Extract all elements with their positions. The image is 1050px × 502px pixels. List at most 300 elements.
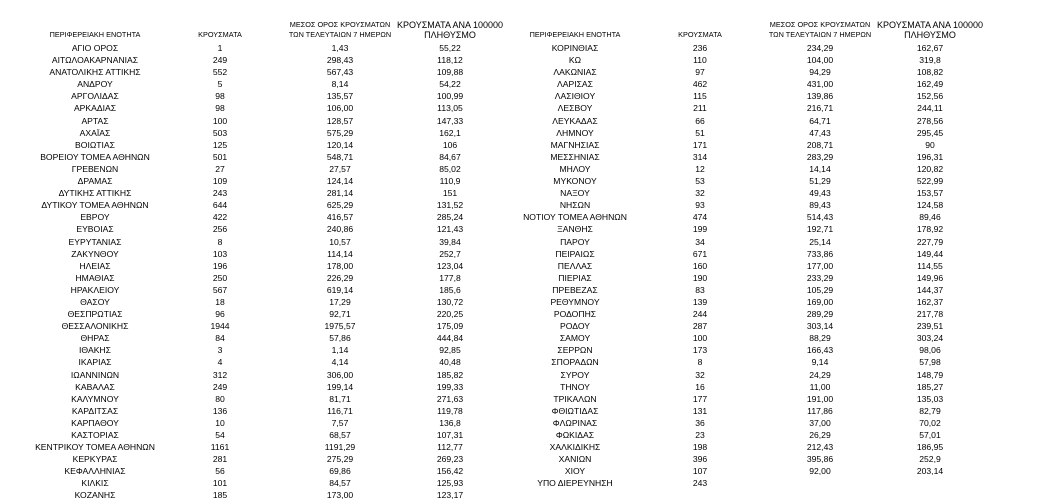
region-cell: ΜΑΓΝΗΣΙΑΣ <box>550 139 600 150</box>
per-100k-cell: 85,02 <box>439 163 461 174</box>
per-100k-cell: 131,52 <box>436 200 464 211</box>
region-cell: ΑΓΙΟ ΟΡΟΣ <box>71 43 119 53</box>
avg-7-days-cell: 303,14 <box>806 321 834 332</box>
avg-7-days-cell: 10,57 <box>329 236 351 247</box>
per-100k-cell: 178,92 <box>916 224 944 235</box>
header-avg-line2: ΤΩΝ ΤΕΛΕΥΤΑΙΩΝ 7 ΗΜΕΡΩΝ <box>768 30 872 39</box>
per-100k-cell: 92,85 <box>439 345 461 356</box>
region-cell: ΚΕΦΑΛΛΗΝΙΑΣ <box>64 466 126 477</box>
region-cell: ΦΘΙΩΤΙΔΑΣ <box>551 405 599 416</box>
cases-cell: 84 <box>215 333 225 344</box>
cases-cell: 211 <box>693 103 707 114</box>
per-100k-cell: 70,02 <box>919 417 941 428</box>
region-cell: ΘΕΣΣΑΛΟΝΙΚΗΣ <box>61 321 129 332</box>
cases-cell: 56 <box>215 466 225 477</box>
cases-cell: 32 <box>695 188 705 199</box>
cases-cell: 98 <box>215 103 225 114</box>
per-100k-cell: 120,82 <box>916 163 944 174</box>
region-cell: ΚΑΡΔΙΤΣΑΣ <box>71 405 119 416</box>
cases-cell: 66 <box>695 115 705 126</box>
per-100k-cell: 271,63 <box>436 393 464 404</box>
region-cell: ΛΑΚΩΝΙΑΣ <box>553 67 597 78</box>
avg-7-days-cell: 94,29 <box>809 67 831 78</box>
avg-7-days-cell: 166,43 <box>806 345 834 356</box>
cases-cell: 567 <box>212 284 228 295</box>
cases-cell: 671 <box>692 248 708 259</box>
avg-7-days-cell: 84,57 <box>329 478 351 489</box>
region-cell: ΓΡΕΒΕΝΩΝ <box>71 163 119 174</box>
avg-7-days-cell: 416,57 <box>326 212 354 223</box>
avg-7-days-cell: 619,14 <box>326 284 354 295</box>
avg-7-days-cell: 306,00 <box>326 369 354 380</box>
avg-7-days-cell: 240,86 <box>326 224 354 235</box>
avg-7-days-cell: 105,29 <box>806 284 834 295</box>
per-100k-cell: 175,09 <box>436 321 464 332</box>
cases-cell: 32 <box>695 369 705 380</box>
cases-cell: 177 <box>692 393 708 404</box>
region-cell: ΛΑΡΙΣΑΣ <box>557 79 593 90</box>
per-100k-cell: 196,31 <box>916 151 944 162</box>
cases-cell: 101 <box>212 478 228 489</box>
cases-cell: 644 <box>212 200 228 211</box>
region-cell: ΡΕΘΥΜΝΟΥ <box>550 296 600 307</box>
per-100k-cell: 106 <box>442 139 458 150</box>
per-100k-cell: 124,58 <box>916 200 944 211</box>
per-100k-cell: 144,37 <box>916 284 944 295</box>
per-100k-cell: 278,56 <box>916 115 944 126</box>
avg-7-days-cell: 25,14 <box>809 236 831 247</box>
cases-cell: 160 <box>692 260 708 271</box>
region-cell: ΠΕΛΛΑΣ <box>557 260 593 271</box>
cases-cell: 27 <box>215 163 225 174</box>
per-100k-cell: 125,93 <box>436 478 464 489</box>
cases-cell: 185 <box>212 490 228 501</box>
per-100k-cell: 112,77 <box>437 442 463 453</box>
region-cell: ΜΕΣΣΗΝΙΑΣ <box>550 151 600 162</box>
region-cell: ΤΡΙΚΑΛΩΝ <box>553 393 597 404</box>
cases-cell: 244 <box>692 309 708 320</box>
region-cell: ΒΟΙΩΤΙΑΣ <box>75 139 115 150</box>
per-100k-cell: 162,67 <box>916 43 944 53</box>
cases-cell: 131 <box>692 405 708 416</box>
per-100k-cell: 220,25 <box>436 309 464 320</box>
region-cell: ΚΕΝΤΡΙΚΟΥ ΤΟΜΕΑ ΑΘΗΝΩΝ <box>35 442 155 453</box>
per-100k-cell: 121,43 <box>436 224 464 235</box>
per-100k-cell: 319,8 <box>919 55 941 66</box>
region-cell: ΗΛΕΙΑΣ <box>79 260 111 271</box>
cases-cell: 312 <box>212 369 228 380</box>
cases-cell: 190 <box>692 272 708 283</box>
header-region: ΠΕΡΙΦΕΡΕΙΑΚΗ ΕΝΟΤΗΤΑ <box>529 30 621 39</box>
region-cell: ΣΑΜΟΥ <box>559 333 591 344</box>
region-cell: ΘΕΣΠΡΩΤΙΑΣ <box>67 309 123 320</box>
per-100k-cell: 149,44 <box>916 248 944 259</box>
cases-cell: 256 <box>212 224 228 235</box>
per-100k-cell: 186,95 <box>916 442 944 453</box>
cases-cell: 100 <box>212 115 228 126</box>
avg-7-days-cell: 135,57 <box>326 91 354 102</box>
cases-cell: 109 <box>212 176 228 187</box>
region-cell: ΚΙΛΚΙΣ <box>81 478 109 489</box>
avg-7-days-cell: 733,86 <box>806 248 834 259</box>
header-cases: ΚΡΟΥΣΜΑΤΑ <box>678 30 722 39</box>
cases-cell: 54 <box>215 430 225 440</box>
avg-7-days-cell: 226,29 <box>326 272 354 283</box>
per-100k-cell: 153,57 <box>916 188 944 199</box>
per-100k-cell: 522,99 <box>916 176 944 187</box>
avg-7-days-cell: 178,00 <box>326 260 354 271</box>
region-cell: ΣΕΡΡΩΝ <box>557 345 593 356</box>
avg-7-days-cell: 88,29 <box>809 333 831 344</box>
avg-7-days-cell: 104,00 <box>806 55 834 66</box>
avg-7-days-cell: 192,71 <box>806 224 834 235</box>
cases-cell: 199 <box>692 224 708 235</box>
region-cell: ΠΑΡΟΥ <box>560 236 590 247</box>
cases-cell: 103 <box>212 248 228 259</box>
header-region: ΠΕΡΙΦΕΡΕΙΑΚΗ ΕΝΟΤΗΤΑ <box>49 30 141 39</box>
cases-cell: 83 <box>695 284 705 295</box>
avg-7-days-cell: 116,71 <box>327 405 353 416</box>
cases-cell: 139 <box>692 296 708 307</box>
cases-cell: 93 <box>695 200 705 211</box>
region-cell: ΑΡΚΑΔΙΑΣ <box>73 103 117 114</box>
region-cell: ΛΕΥΚΑΔΑΣ <box>552 115 598 126</box>
cases-cell: 250 <box>212 272 228 283</box>
region-cell: ΥΠΟ ΔΙΕΡΕΥΝΗΣΗ <box>537 478 613 489</box>
per-100k-cell: 203,14 <box>916 466 944 477</box>
cases-cell: 287 <box>692 321 708 332</box>
region-cell: ΗΡΑΚΛΕΙΟΥ <box>70 284 120 295</box>
per-100k-cell: 148,79 <box>916 369 944 380</box>
region-cell: ΗΜΑΘΙΑΣ <box>75 272 115 283</box>
region-cell: ΧΙΟΥ <box>564 466 586 477</box>
region-cell: ΑΙΤΩΛΟΑΚΑΡΝΑΝΙΑΣ <box>51 55 139 66</box>
per-100k-cell: 185,6 <box>439 284 461 295</box>
region-cell: ΠΙΕΡΙΑΣ <box>558 272 592 283</box>
per-100k-cell: 244,11 <box>917 103 943 114</box>
per-100k-cell: 147,33 <box>436 115 464 126</box>
per-100k-cell: 109,88 <box>436 67 464 78</box>
per-100k-cell: 108,82 <box>916 67 944 78</box>
region-cell: ΑΝΑΤΟΛΙΚΗΣ ΑΤΤΙΚΗΣ <box>49 67 141 78</box>
avg-7-days-cell: 57,86 <box>329 333 351 344</box>
region-cell: ΝΑΞΟΥ <box>560 188 590 199</box>
avg-7-days-cell: 68,57 <box>329 430 351 440</box>
avg-7-days-cell: 17,29 <box>329 296 351 307</box>
region-cell: ΑΡΓΟΛΙΔΑΣ <box>71 91 119 102</box>
per-100k-cell: 114,55 <box>917 260 943 271</box>
cases-cell: 80 <box>215 393 225 404</box>
avg-7-days-cell: 124,14 <box>326 176 354 187</box>
per-100k-cell: 123,04 <box>436 260 464 271</box>
header-per100k-line2: ΠΛΗΘΥΣΜΟ <box>424 30 476 40</box>
cases-cell: 5 <box>217 79 223 90</box>
per-100k-cell: 113,05 <box>437 103 463 114</box>
cases-cell: 501 <box>212 151 228 162</box>
cases-cell: 552 <box>212 67 228 78</box>
per-100k-cell: 98,06 <box>919 345 941 356</box>
cases-cell: 125 <box>212 139 228 150</box>
region-cell: ΡΟΔΟΠΗΣ <box>553 309 597 320</box>
avg-7-days-cell: 106,00 <box>326 103 354 114</box>
region-cell: ΚΑΛΥΜΝΟΥ <box>71 393 119 404</box>
per-100k-cell: 156,42 <box>436 466 464 477</box>
cases-cell: 10 <box>215 417 225 428</box>
per-100k-cell: 136,8 <box>439 417 461 428</box>
per-100k-cell: 55,22 <box>439 43 461 53</box>
per-100k-cell: 100,99 <box>436 91 464 102</box>
avg-7-days-cell: 9,14 <box>811 357 829 368</box>
cases-cell: 8 <box>697 357 703 368</box>
avg-7-days-cell: 216,71 <box>806 103 834 114</box>
region-cell: ΒΟΡΕΙΟΥ ΤΟΜΕΑ ΑΘΗΝΩΝ <box>40 151 150 162</box>
region-cell: ΕΒΡΟΥ <box>80 212 110 223</box>
header-avg-line1: ΜΕΣΟΣ ΟΡΟΣ ΚΡΟΥΣΜΑΤΩΝ <box>289 20 391 29</box>
avg-7-days-cell: 81,71 <box>329 393 351 404</box>
header-per-100k <box>395 20 505 40</box>
avg-7-days-cell: 173,00 <box>326 490 354 501</box>
avg-7-days-cell: 281,14 <box>326 188 354 199</box>
avg-7-days-cell: 575,29 <box>326 127 354 138</box>
cases-cell: 1944 <box>210 321 230 332</box>
per-100k-cell: 57,01 <box>919 430 941 440</box>
region-cell: ΚΟΖΑΝΗΣ <box>74 490 116 501</box>
avg-7-days-cell: 169,00 <box>806 296 834 307</box>
region-cell: ΧΑΝΙΩΝ <box>558 454 592 465</box>
cases-cell: 100 <box>692 333 708 344</box>
avg-7-days-cell: 191,00 <box>806 393 834 404</box>
per-100k-cell: 177,8 <box>439 272 461 283</box>
avg-7-days-cell: 1191,29 <box>324 442 356 453</box>
region-cell: ΙΘΑΚΗΣ <box>79 345 111 356</box>
per-100k-cell: 185,82 <box>436 369 464 380</box>
avg-7-days-cell: 51,29 <box>809 176 831 187</box>
per-100k-cell: 89,46 <box>919 212 941 223</box>
avg-7-days-cell: 1975,57 <box>324 321 356 332</box>
avg-7-days-cell: 27,57 <box>329 163 351 174</box>
avg-7-days-cell: 234,29 <box>806 43 834 53</box>
cases-cell: 4 <box>217 357 223 368</box>
region-cell: ΦΛΩΡΙΝΑΣ <box>552 417 598 428</box>
cases-cell: 12 <box>695 163 705 174</box>
avg-7-days-cell: 89,43 <box>809 200 831 211</box>
avg-7-days-cell: 117,86 <box>807 405 833 416</box>
cases-cell: 249 <box>212 55 228 66</box>
per-100k-cell: 269,23 <box>436 454 464 465</box>
avg-7-days-cell: 139,86 <box>806 91 834 102</box>
per-100k-cell: 295,45 <box>916 127 944 138</box>
region-cell: ΛΑΣΙΘΙΟΥ <box>554 91 596 102</box>
cases-cell: 96 <box>215 309 225 320</box>
cases-cell: 98 <box>215 91 225 102</box>
region-cell: ΖΑΚΥΝΘΟΥ <box>71 248 119 259</box>
region-cell: ΣΥΡΟΥ <box>560 369 590 380</box>
avg-7-days-cell: 92,71 <box>329 309 351 320</box>
cases-cell: 249 <box>212 381 228 392</box>
region-cell: ΜΥΚΟΝΟΥ <box>553 176 597 187</box>
avg-7-days-cell: 8,14 <box>331 79 349 90</box>
region-cell: ΔΥΤΙΚΟΥ ΤΟΜΕΑ ΑΘΗΝΩΝ <box>41 200 149 211</box>
region-cell: ΠΡΕΒΕΖΑΣ <box>552 284 598 295</box>
avg-7-days-cell: 114,14 <box>327 248 353 259</box>
per-100k-cell: 54,22 <box>439 79 461 90</box>
avg-7-days-cell: 120,14 <box>326 139 354 150</box>
avg-7-days-cell: 11,00 <box>809 381 831 392</box>
region-cell: ΑΧΑΪΑΣ <box>79 127 111 138</box>
cases-cell: 136 <box>212 405 228 416</box>
region-cell: ΝΗΣΩΝ <box>559 200 591 211</box>
per-100k-cell: 82,79 <box>919 405 941 416</box>
cases-cell: 171 <box>692 139 708 150</box>
region-cell: ΦΩΚΙΔΑΣ <box>555 430 595 440</box>
header-per100k-line2: ΠΛΗΘΥΣΜΟ <box>904 30 956 40</box>
per-100k-cell: 135,03 <box>916 393 944 404</box>
cases-cell: 173 <box>692 345 708 356</box>
header-per100k-line1: ΚΡΟΥΣΜΑΤΑ ΑΝΑ 100000 <box>397 20 503 30</box>
cases-cell: 97 <box>695 67 705 78</box>
cases-cell: 16 <box>695 381 705 392</box>
cases-cell: 110 <box>693 55 707 66</box>
header-avg-7-days <box>750 20 890 40</box>
avg-7-days-cell: 128,57 <box>326 115 354 126</box>
per-100k-cell: 152,56 <box>916 91 944 102</box>
avg-7-days-cell: 14,14 <box>809 163 831 174</box>
header-per-100k <box>875 20 985 40</box>
avg-7-days-cell: 64,71 <box>809 115 831 126</box>
per-100k-cell: 185,27 <box>916 381 944 392</box>
per-100k-cell: 239,51 <box>916 321 944 332</box>
region-cell: ΝΟΤΙΟΥ ΤΟΜΕΑ ΑΘΗΝΩΝ <box>523 212 627 223</box>
region-cell: ΙΩΑΝΝΙΝΩΝ <box>70 369 120 380</box>
cases-cell: 236 <box>692 43 708 53</box>
cases-cell: 281 <box>212 454 228 465</box>
region-cell: ΤΗΝΟΥ <box>560 381 590 392</box>
cases-cell: 196 <box>212 260 228 271</box>
region-cell: ΜΗΛΟΥ <box>559 163 591 174</box>
avg-7-days-cell: 69,86 <box>329 466 351 477</box>
cases-cell: 198 <box>692 442 708 453</box>
avg-7-days-cell: 37,00 <box>809 417 831 428</box>
avg-7-days-cell: 199,14 <box>326 381 354 392</box>
per-100k-cell: 151 <box>442 188 458 199</box>
header-avg-7-days <box>270 20 410 40</box>
cases-cell: 396 <box>692 454 708 465</box>
per-100k-cell: 162,49 <box>916 79 944 90</box>
avg-7-days-cell: 1,14 <box>331 345 349 356</box>
avg-7-days-cell: 212,43 <box>806 442 834 453</box>
avg-7-days-cell: 1,43 <box>331 43 349 53</box>
cases-cell: 18 <box>215 296 225 307</box>
avg-7-days-cell: 395,86 <box>806 454 834 465</box>
per-100k-cell: 444,84 <box>436 333 464 344</box>
cases-cell: 34 <box>695 236 705 247</box>
per-100k-cell: 90 <box>925 139 935 150</box>
region-cell: ΑΝΔΡΟΥ <box>77 79 113 90</box>
per-100k-cell: 285,24 <box>436 212 464 223</box>
cases-cell: 23 <box>695 430 705 440</box>
region-cell: ΧΑΛΚΙΔΙΚΗΣ <box>549 442 601 453</box>
per-100k-cell: 199,33 <box>436 381 464 392</box>
cases-cell: 36 <box>695 417 705 428</box>
region-cell: ΙΚΑΡΙΑΣ <box>78 357 112 368</box>
per-100k-cell: 149,96 <box>916 272 944 283</box>
cases-cell: 503 <box>212 127 228 138</box>
region-cell: ΚΑΡΠΑΘΟΥ <box>71 417 119 428</box>
cases-cell: 53 <box>695 176 705 187</box>
per-100k-cell: 110,9 <box>439 176 461 187</box>
region-cell: ΚΩ <box>568 55 582 66</box>
per-100k-cell: 217,78 <box>916 309 944 320</box>
cases-cell: 1161 <box>210 442 230 453</box>
cases-cell: 3 <box>217 345 223 356</box>
per-100k-cell: 303,24 <box>916 333 944 344</box>
avg-7-days-cell: 208,71 <box>806 139 834 150</box>
per-100k-cell: 84,67 <box>439 151 461 162</box>
per-100k-cell: 252,7 <box>439 248 461 259</box>
cases-cell: 243 <box>212 188 228 199</box>
per-100k-cell: 39,84 <box>439 236 461 247</box>
region-cell: ΘΑΣΟΥ <box>80 296 110 307</box>
avg-7-days-cell: 514,43 <box>806 212 834 223</box>
per-100k-cell: 119,78 <box>437 405 463 416</box>
avg-7-days-cell: 289,29 <box>806 309 834 320</box>
header-avg-line2: ΤΩΝ ΤΕΛΕΥΤΑΙΩΝ 7 ΗΜΕΡΩΝ <box>288 30 392 39</box>
avg-7-days-cell: 625,29 <box>326 200 354 211</box>
region-cell: ΚΑΒΑΛΑΣ <box>75 381 115 392</box>
region-cell: ΔΥΤΙΚΗΣ ΑΤΤΙΚΗΣ <box>58 188 132 199</box>
avg-7-days-cell: 275,29 <box>326 454 354 465</box>
cases-cell: 1 <box>217 43 223 53</box>
per-100k-cell: 123,17 <box>436 490 464 501</box>
region-cell: ΑΡΤΑΣ <box>81 115 109 126</box>
region-cell: ΠΕΙΡΑΙΩΣ <box>555 248 595 259</box>
region-cell: ΛΕΣΒΟΥ <box>557 103 593 114</box>
cases-cell: 51 <box>695 127 705 138</box>
per-100k-cell: 227,79 <box>916 236 944 247</box>
per-100k-cell: 118,12 <box>437 55 463 66</box>
cases-cell: 474 <box>692 212 708 223</box>
per-100k-cell: 162,1 <box>439 127 461 138</box>
region-cell: ΡΟΔΟΥ <box>560 321 590 332</box>
cases-cell: 8 <box>217 236 223 247</box>
cases-cell: 115 <box>693 91 707 102</box>
avg-7-days-cell: 283,29 <box>806 151 834 162</box>
per-100k-cell: 252,9 <box>919 454 941 465</box>
cases-cell: 243 <box>692 478 708 489</box>
header-cases: ΚΡΟΥΣΜΑΤΑ <box>198 30 242 39</box>
avg-7-days-cell: 298,43 <box>326 55 354 66</box>
avg-7-days-cell: 567,43 <box>326 67 354 78</box>
per-100k-cell: 130,72 <box>436 296 464 307</box>
header-avg-line1: ΜΕΣΟΣ ΟΡΟΣ ΚΡΟΥΣΜΑΤΩΝ <box>769 20 871 29</box>
avg-7-days-cell: 7,57 <box>331 417 349 428</box>
avg-7-days-cell: 177,00 <box>806 260 834 271</box>
avg-7-days-cell: 49,43 <box>809 188 831 199</box>
region-cell: ΚΕΡΚΥΡΑΣ <box>72 454 118 465</box>
region-cell: ΣΠΟΡΑΔΩΝ <box>551 357 599 368</box>
region-cell: ΔΡΑΜΑΣ <box>77 176 113 187</box>
region-cell: ΘΗΡΑΣ <box>80 333 110 344</box>
region-cell: ΕΥΡΥΤΑΝΙΑΣ <box>68 236 122 247</box>
avg-7-days-cell: 431,00 <box>806 79 834 90</box>
per-100k-cell: 107,31 <box>436 430 464 440</box>
region-cell: ΕΥΒΟΙΑΣ <box>76 224 114 235</box>
per-100k-cell: 162,37 <box>916 296 944 307</box>
cases-cell: 422 <box>212 212 228 223</box>
avg-7-days-cell: 47,43 <box>809 127 831 138</box>
avg-7-days-cell: 233,29 <box>806 272 834 283</box>
avg-7-days-cell: 24,29 <box>809 369 831 380</box>
